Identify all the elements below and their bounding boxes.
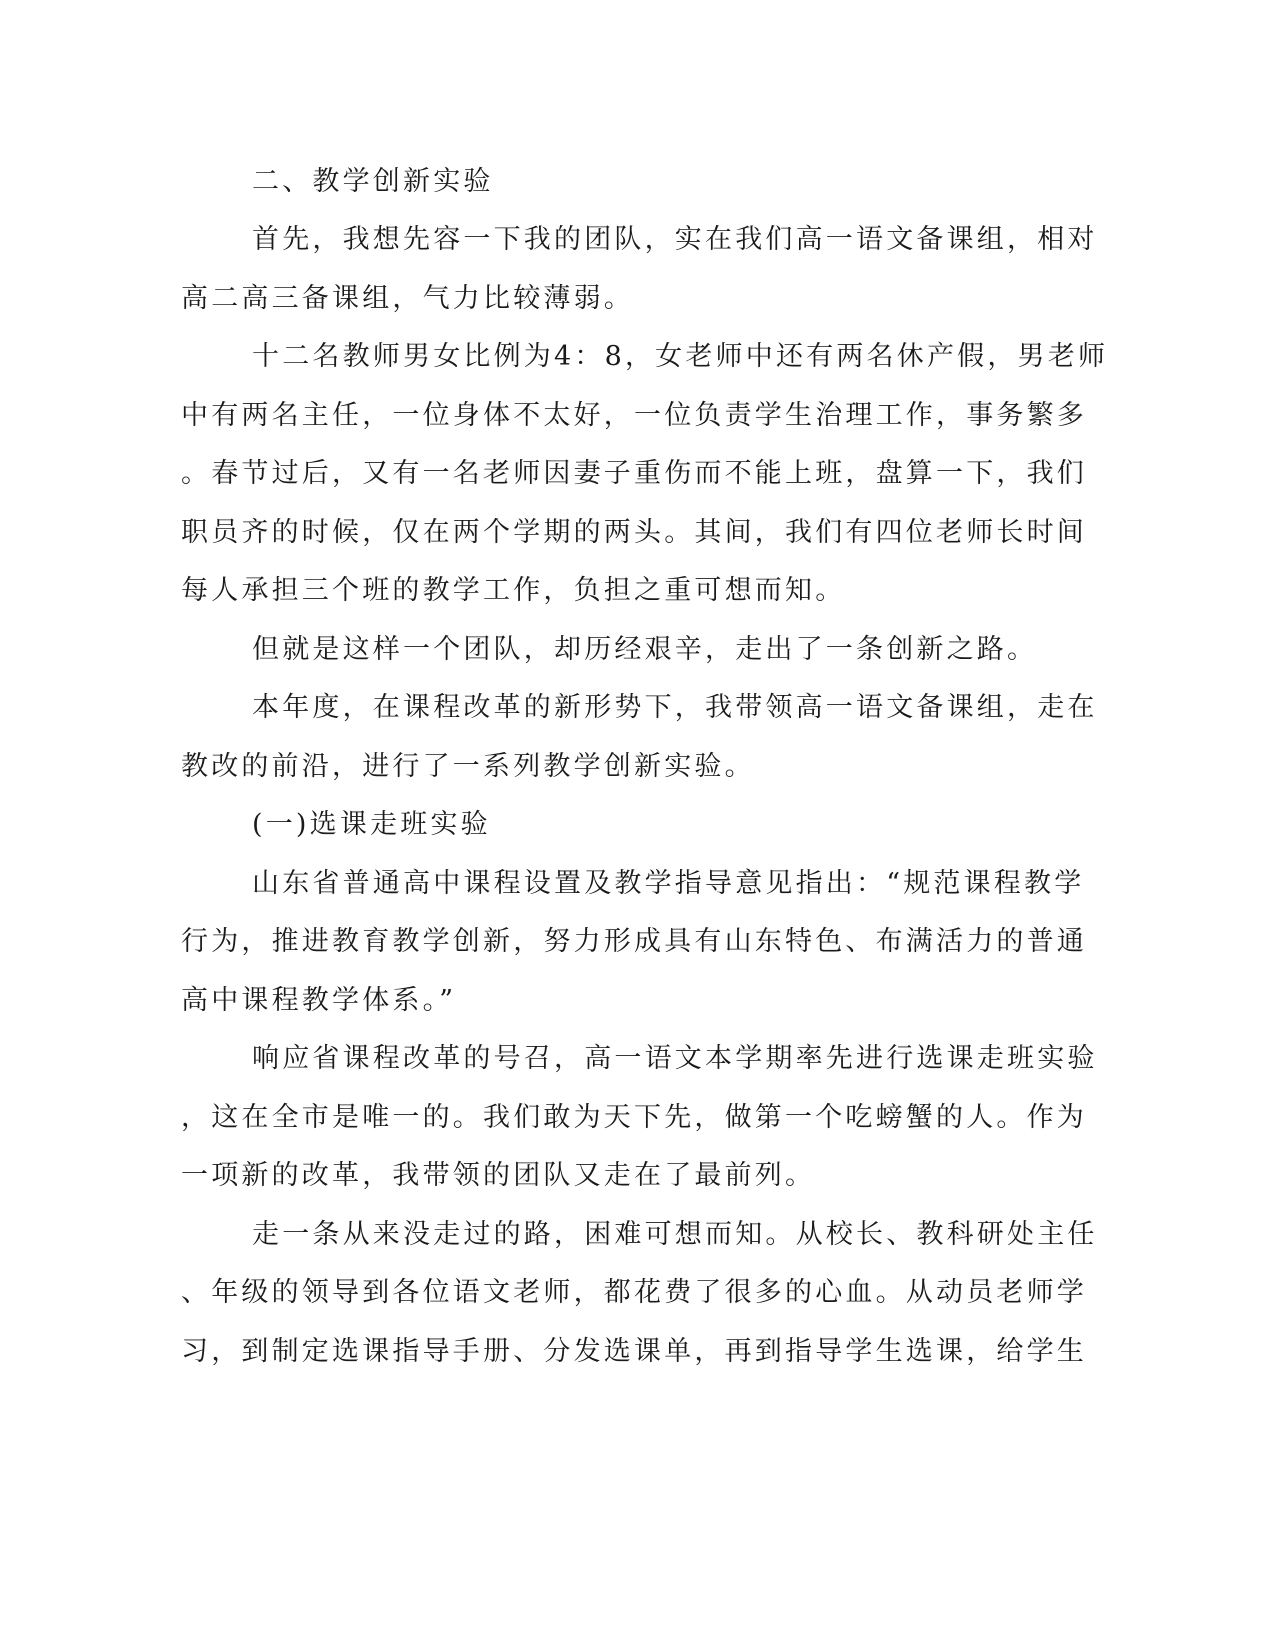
subsection-heading [0,805,1275,845]
text-line: 首先，我想先容一下我的团队，实在我们高一语文备课组，相对 [252,224,1098,255]
paragraph-line [0,1215,1275,1255]
text-line: 、年级的领导到各位语文老师，都花费了很多的心血。从动员老师学 [181,1277,1087,1308]
text-line: 职员齐的时候，仅在两个学期的两头。其间，我们有四位老师长时间 [181,517,1087,548]
paragraph-line [0,630,1275,670]
text-line: (一)选课走班实验 [252,809,491,840]
paragraph-line [0,220,1275,260]
paragraph-line [0,279,1275,319]
text-line: 行为，推进教育教学创新，努力形成具有山东特色、布满活力的普通 [181,926,1087,957]
text-line: 响应省课程改革的号召，高一语文本学期率先进行选课走班实验 [252,1043,1098,1074]
paragraph-line [0,747,1275,787]
text-line: 高中课程教学体系。” [181,985,457,1016]
paragraph-line [0,981,1275,1021]
section-heading [0,162,1275,202]
text-line: 教改的前沿，进行了一系列教学创新实验。 [181,751,755,782]
paragraph-line [0,571,1275,611]
paragraph-line [0,396,1275,436]
text-line: 一项新的改革，我带领的团队又走在了最前列。 [181,1160,816,1191]
text-line: 高二高三备课组，气力比较薄弱。 [181,283,634,314]
text-line: 每人承担三个班的教学工作，负担之重可想而知。 [181,575,846,606]
paragraph-line [0,513,1275,553]
text-line: 山东省普通高中课程设置及教学指导意见指出：“规范课程教学 [252,868,1085,899]
paragraph-line [0,454,1275,494]
paragraph-line [0,1098,1275,1138]
text-line: 。春节过后，又有一名老师因妻子重伤而不能上班，盘算一下，我们 [181,458,1087,489]
paragraph-line [0,337,1275,377]
text-line: 中有两名主任，一位身体不太好，一位负责学生治理工作，事务繁多 [181,400,1087,431]
text-line: 十二名教师男女比例为4：8，女老师中还有两名休产假，男老师 [252,341,1109,372]
text-line: 走一条从来没走过的路，困难可想而知。从校长、教科研处主任 [252,1219,1098,1250]
text-line: ，这在全市是唯一的。我们敢为天下先，做第一个吃螃蟹的人。作为 [181,1102,1087,1133]
text-line: 本年度，在课程改革的新形势下，我带领高一语文备课组，走在 [252,692,1098,723]
text-line: 习，到制定选课指导手册、分发选课单，再到指导学生选课，给学生 [181,1336,1087,1367]
paragraph-line [0,1332,1275,1372]
text-line: 但就是这样一个团队，却历经艰辛，走出了一条创新之路。 [252,634,1038,665]
paragraph-line [0,1039,1275,1079]
paragraph-line [0,688,1275,728]
paragraph-line [0,1273,1275,1313]
paragraph-line [0,1156,1275,1196]
paragraph-line [0,922,1275,962]
paragraph-line [0,864,1275,904]
text-line: 二、教学创新实验 [252,166,494,197]
